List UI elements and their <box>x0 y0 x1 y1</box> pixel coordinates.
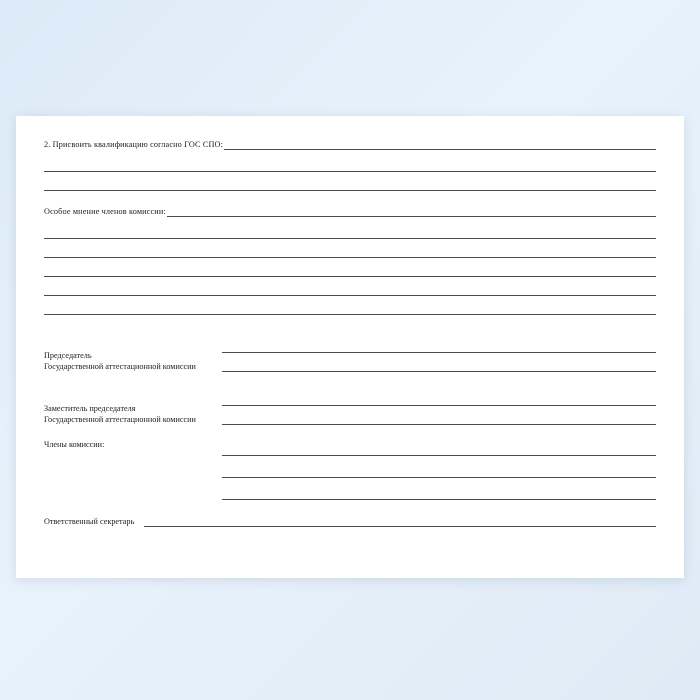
chairman-caption-line-2: Государственной аттестационной комиссии <box>44 361 196 371</box>
spacer <box>44 258 656 267</box>
spacer <box>44 500 656 516</box>
special-opinion-blank-line-1 <box>44 229 656 239</box>
special-opinion-blank-line-5 <box>44 305 656 315</box>
chairman-signature-block <box>44 335 656 372</box>
document-page <box>16 116 684 578</box>
qualification-blank-line-1 <box>44 162 656 172</box>
spacer <box>44 296 656 305</box>
spacer <box>44 239 656 248</box>
spacer <box>44 277 656 286</box>
secretary-label: Ответственный секретарь <box>44 516 135 526</box>
qualification-label: 2. Присвоить квалификацию согласно ГОС СПО: <box>44 140 224 149</box>
spacer <box>44 191 656 207</box>
deputy-chairman-caption-line-2: Государственной аттестационной комиссии <box>44 414 196 424</box>
deputy-chairman-rule-1 <box>222 388 656 406</box>
special-opinion-line <box>44 207 656 217</box>
spacer <box>44 217 656 229</box>
members-rules <box>222 434 656 500</box>
special-opinion-fill-rule <box>167 207 656 217</box>
chairman-rule-1 <box>222 335 656 353</box>
deputy-chairman-caption-line-1: Заместитель председателя <box>44 404 136 413</box>
special-opinion-blank-line-3 <box>44 267 656 277</box>
qualification-blank-line-2 <box>44 181 656 191</box>
qualification-fill-rule <box>224 140 656 150</box>
spacer <box>44 315 656 335</box>
special-opinion-label: Особое мнение членов комиссии: <box>44 207 166 216</box>
chairman-caption <box>44 351 222 372</box>
chairman-caption-line-1: Председатель <box>44 351 92 360</box>
chairman-rule-2 <box>222 353 656 372</box>
special-opinion-blank-line-4 <box>44 286 656 296</box>
secretary-signature-block <box>44 516 656 527</box>
spacer <box>44 425 656 434</box>
secretary-rule <box>144 516 656 527</box>
qualification-line <box>44 140 656 150</box>
members-rule-3 <box>222 478 656 500</box>
deputy-chairman-caption <box>44 404 222 425</box>
spacer <box>44 372 656 388</box>
chairman-rules <box>222 335 656 372</box>
document-body <box>44 140 656 558</box>
members-rule-2 <box>222 456 656 478</box>
deputy-chairman-rules <box>222 388 656 425</box>
deputy-chairman-rule-2 <box>222 406 656 425</box>
members-rule-1 <box>222 434 656 456</box>
members-signature-block <box>44 434 656 500</box>
deputy-chairman-signature-block <box>44 388 656 425</box>
spacer <box>44 150 656 162</box>
members-caption: Члены комиссии: <box>44 440 105 449</box>
spacer <box>44 172 656 181</box>
special-opinion-blank-line-2 <box>44 248 656 258</box>
